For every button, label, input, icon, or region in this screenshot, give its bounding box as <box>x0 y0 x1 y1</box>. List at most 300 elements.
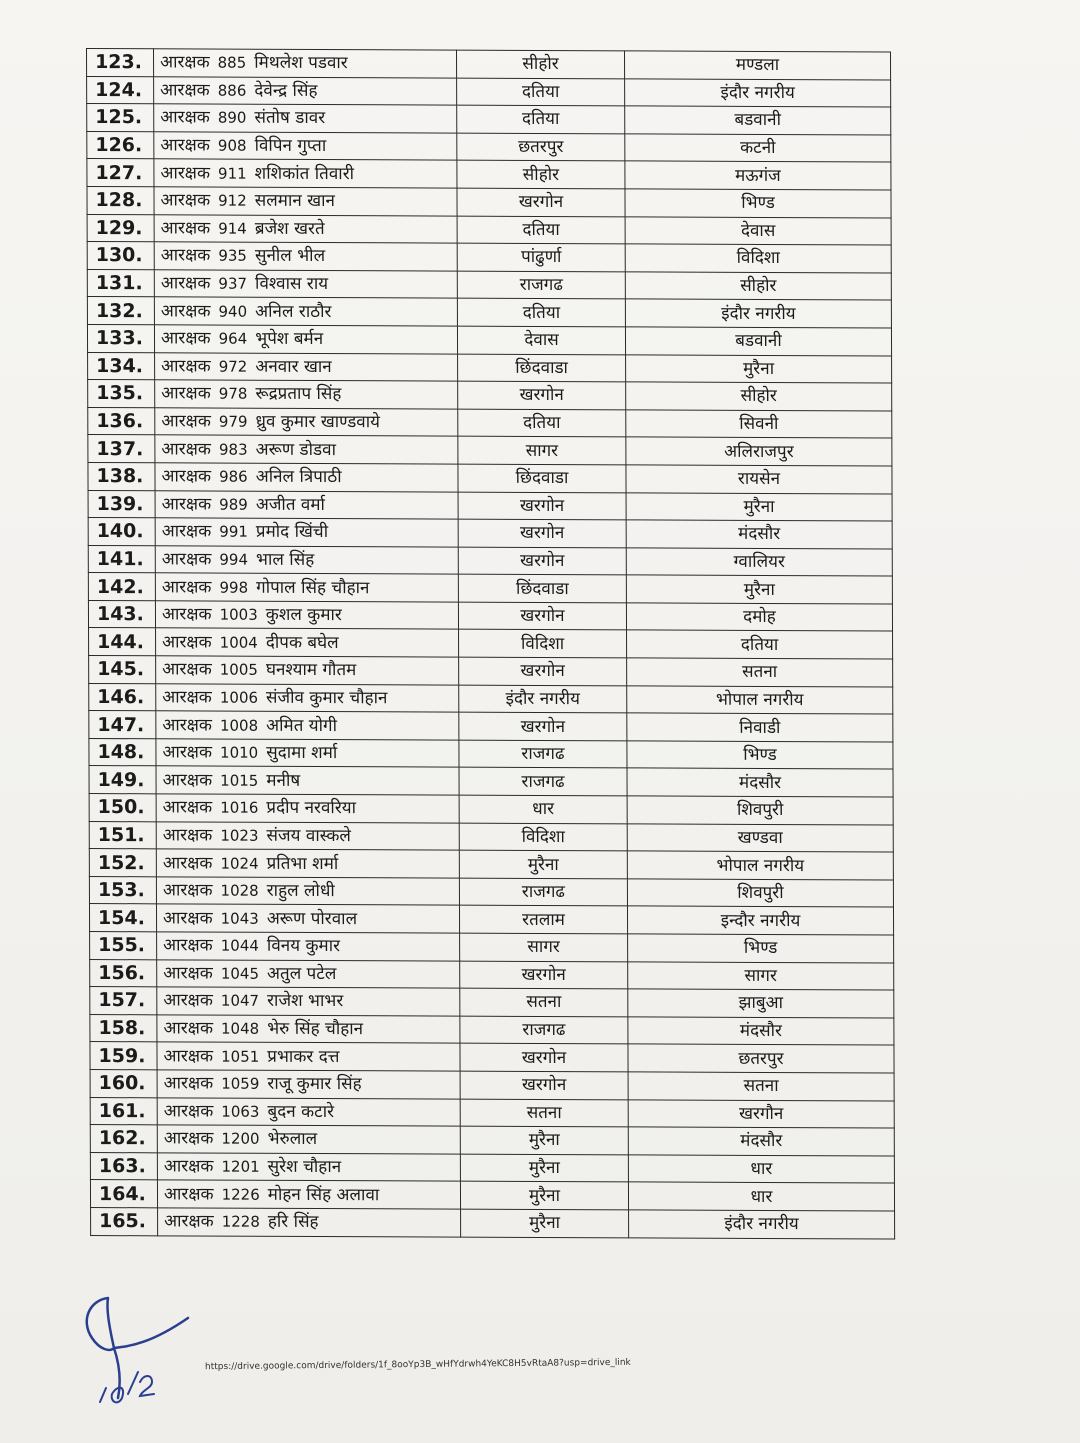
employee-name: अजीत वर्मा <box>255 494 325 515</box>
table-row <box>88 352 892 383</box>
badge-number: 994 <box>219 550 249 569</box>
current-district: खरगोन <box>460 1071 628 1099</box>
table-row <box>88 490 892 521</box>
current-district: दतिया <box>457 105 625 133</box>
employee-name: मोहन सिंह अलावा <box>267 1184 380 1205</box>
transfer-district: बडवानी <box>625 327 891 356</box>
employee-name: राहुल लोधी <box>266 880 335 902</box>
serial-number: 144. <box>89 628 156 656</box>
employee-cell <box>157 1042 460 1071</box>
rank-label: आरक्षक <box>161 356 211 377</box>
badge-number: 1228 <box>221 1212 260 1232</box>
current-district: राजगढ <box>460 1016 628 1044</box>
rank-label: आरक्षक <box>160 218 211 239</box>
current-district: दतिया <box>457 78 625 106</box>
employee-name: मिथलेश पडवार <box>254 53 348 74</box>
employee-name: राजू कुमार सिंह <box>267 1074 362 1095</box>
table-row <box>89 738 893 769</box>
table-row <box>88 407 892 438</box>
current-district: सीहोर <box>457 160 625 188</box>
badge-number: 935 <box>218 247 247 266</box>
employee-cell <box>157 1153 460 1182</box>
badge-number: 983 <box>218 440 248 459</box>
table-row <box>87 76 891 107</box>
badge-number: 914 <box>218 219 247 238</box>
serial-number: 140. <box>88 518 155 546</box>
transfer-district: सतना <box>627 658 893 687</box>
serial-number: 145. <box>89 656 156 684</box>
rank-label: आरक्षक <box>163 935 213 956</box>
current-district: राजगढ <box>459 740 627 768</box>
current-district: देवास <box>457 326 625 354</box>
badge-number: 1200 <box>221 1130 260 1149</box>
table-row <box>87 186 891 217</box>
transfer-district: शिवपुरी <box>627 879 893 908</box>
current-district: सतना <box>460 1099 628 1127</box>
table-row <box>87 159 891 190</box>
rank-label: आरक्षक <box>161 438 212 460</box>
badge-number: 1005 <box>219 660 258 680</box>
current-district: मुरैना <box>460 1181 628 1209</box>
table-row <box>87 214 891 245</box>
current-district: धार <box>459 795 627 823</box>
rank-label: आरक्षक <box>162 852 213 874</box>
employee-cell <box>154 104 457 133</box>
rank-label: आरक्षक <box>163 1073 214 1094</box>
employee-name: रूद्रप्रताप सिंह <box>255 384 342 405</box>
employee-cell <box>157 987 460 1016</box>
serial-number: 146. <box>89 683 156 711</box>
transfer-district: मंदसौर <box>628 1127 894 1156</box>
employee-cell <box>156 821 459 850</box>
badge-number: 1051 <box>221 1047 260 1066</box>
badge-number: 1008 <box>219 716 259 735</box>
employee-name: अमित योगी <box>266 715 338 736</box>
table-row <box>87 104 891 135</box>
transfer-district: सीहोर <box>626 382 892 411</box>
drive-link-text: https://drive.google.com/drive/folders/1f_8ooYp3B_wHfYdrwh4YeKC8H5vRtaA8?usp=drive_link <box>204 1357 631 1373</box>
badge-number: 1045 <box>220 964 260 983</box>
employee-name: अरूण पोरवाल <box>266 908 358 929</box>
table-row <box>91 1207 895 1238</box>
serial-number: 123. <box>87 49 154 77</box>
rank-label: आरक्षक <box>163 1101 214 1122</box>
current-district: सतना <box>460 988 628 1016</box>
rank-label: आरक्षक <box>162 687 212 708</box>
badge-number: 1028 <box>220 881 259 900</box>
transfer-district: शिवपुरी <box>627 796 893 825</box>
serial-number: 161. <box>90 1097 157 1125</box>
employee-name: सुदामा शर्मा <box>266 742 338 764</box>
rank-label: आरक्षक <box>160 162 211 184</box>
badge-number: 998 <box>219 578 249 597</box>
serial-number: 164. <box>90 1180 157 1208</box>
badge-number: 912 <box>218 191 247 210</box>
employee-cell <box>154 242 457 271</box>
current-district: इंदौर नगरीय <box>459 685 627 713</box>
transfer-district: मंदसौर <box>626 520 892 549</box>
transfer-district: मऊगंज <box>625 161 891 190</box>
rank-label: आरक्षक <box>163 1018 214 1039</box>
rank-label: आरक्षक <box>164 1211 214 1232</box>
current-district: खरगोन <box>460 961 628 989</box>
employee-cell <box>155 601 458 630</box>
handwritten-signature <box>70 1290 210 1410</box>
serial-number: 153. <box>89 876 156 904</box>
employee-cell <box>157 1015 460 1044</box>
transfer-district: कटनी <box>625 134 891 163</box>
transfer-district: खरगौन <box>628 1099 894 1128</box>
rank-label: आरक्षक <box>161 383 211 404</box>
table-row <box>89 821 893 852</box>
rank-label: आरक्षक <box>163 1156 214 1177</box>
transfer-district: मुरैना <box>626 492 892 521</box>
rank-label: आरक्षक <box>160 300 211 322</box>
serial-number: 130. <box>87 242 154 270</box>
serial-number: 142. <box>88 573 155 601</box>
rank-label: आरक्षक <box>162 714 212 736</box>
employee-name: प्रतिभा शर्मा <box>266 853 339 874</box>
current-district: खरगोन <box>457 188 625 216</box>
transfer-district: दतिया <box>627 630 893 659</box>
rank-label: आरक्षक <box>160 52 210 73</box>
serial-number: 143. <box>88 600 155 628</box>
employee-cell <box>156 628 459 657</box>
serial-number: 135. <box>88 380 155 408</box>
serial-number: 131. <box>87 269 154 297</box>
employee-cell <box>155 463 458 492</box>
table-row <box>88 545 892 576</box>
badge-number: 1006 <box>219 688 259 707</box>
employee-name: राजेश भाभर <box>267 991 344 1012</box>
badge-number: 964 <box>218 329 248 348</box>
employee-cell <box>156 766 459 795</box>
employee-cell <box>157 1097 460 1126</box>
employee-name: घनश्याम गौतम <box>265 660 357 681</box>
rank-label: आरक्षक <box>162 880 213 901</box>
employee-cell <box>154 270 457 299</box>
employee-name: प्रभाकर दत्त <box>267 1046 340 1067</box>
table-row <box>89 711 893 742</box>
transfer-district: खण्डवा <box>627 823 893 852</box>
employee-cell <box>157 932 460 961</box>
transfer-district: भिण्ड <box>627 741 893 770</box>
rank-label: आरक्षक <box>162 742 213 763</box>
transfer-district: भोपाल नगरीय <box>627 851 893 880</box>
current-district: राजगढ <box>459 878 627 906</box>
table-row <box>87 297 891 328</box>
table-row <box>88 380 892 411</box>
badge-number: 1063 <box>221 1102 260 1121</box>
rank-label: आरक्षक <box>163 1128 214 1150</box>
serial-number: 150. <box>89 794 156 822</box>
transfer-district: विदिशा <box>625 244 891 273</box>
rank-label: आरक्षक <box>163 963 213 984</box>
badge-number: 986 <box>219 467 248 486</box>
employee-name: विश्वास राय <box>255 273 329 295</box>
employee-name: संजय वास्कले <box>266 825 351 847</box>
rank-label: आरक्षक <box>162 825 213 846</box>
table-row <box>90 987 894 1018</box>
serial-number: 156. <box>90 959 157 987</box>
rank-label: आरक्षक <box>160 328 211 349</box>
employee-name: शशिकांत तिवारी <box>254 163 355 184</box>
serial-number: 126. <box>87 131 154 159</box>
employee-name: विपिन गुप्ता <box>254 135 327 157</box>
serial-number: 162. <box>90 1125 157 1153</box>
transfer-district: सतना <box>628 1072 894 1101</box>
current-district: राजगढ <box>459 768 627 796</box>
employee-name: ध्रुव कुमार खाण्डवाये <box>255 411 381 433</box>
current-district: मुरैना <box>460 1154 628 1182</box>
badge-number: 1201 <box>221 1157 260 1176</box>
rank-label: आरक्षक <box>161 521 212 542</box>
transfer-district: मण्डला <box>624 51 890 80</box>
current-district: मुरैना <box>459 850 627 878</box>
table-row <box>90 1069 894 1100</box>
table-row <box>87 269 891 300</box>
employee-cell <box>155 408 458 437</box>
employee-cell <box>155 518 458 547</box>
employee-name: अनिल त्रिपाठी <box>255 466 342 488</box>
current-district: छिंदवाडा <box>458 464 626 492</box>
employee-name: अनवार खान <box>255 356 332 377</box>
rank-label: आरक्षक <box>160 107 210 129</box>
badge-number: 1047 <box>220 992 260 1011</box>
employee-name: अतुल पटेल <box>266 963 337 984</box>
transfer-district: ग्वालियर <box>626 548 892 577</box>
badge-number: 890 <box>217 109 247 128</box>
transfer-district: मुरैना <box>626 354 892 383</box>
table-row <box>90 1042 894 1073</box>
rank-label: आरक्षक <box>161 549 212 570</box>
current-district: छिंदवाडा <box>458 574 626 602</box>
employee-name: भेरुलाल <box>267 1129 318 1150</box>
employee-name: मनीष <box>266 770 301 791</box>
transfer-district: इंदौर नगरीय <box>625 299 891 328</box>
current-district: दतिया <box>457 298 625 326</box>
table-row <box>90 959 894 990</box>
transfer-district: इंदौर नगरीय <box>625 78 891 107</box>
rank-label: आरक्षक <box>163 1183 214 1205</box>
current-district: सागर <box>458 436 626 464</box>
serial-number: 134. <box>88 352 155 380</box>
badge-number: 886 <box>217 81 247 100</box>
current-district: खरगोन <box>458 547 626 575</box>
transfer-district: सीहोर <box>625 272 891 301</box>
employee-name: ब्रजेश खरते <box>254 218 325 239</box>
badge-number: 885 <box>217 53 247 72</box>
employee-name: प्रमोद खिंची <box>255 522 329 543</box>
rank-label: आरक्षक <box>161 576 212 598</box>
employee-cell <box>157 1125 460 1154</box>
serial-number: 133. <box>87 324 154 352</box>
serial-number: 160. <box>90 1069 157 1097</box>
transfer-district: मंदसौर <box>627 768 893 797</box>
serial-number: 165. <box>91 1207 158 1235</box>
serial-number: 138. <box>88 462 155 490</box>
badge-number: 1010 <box>220 743 259 762</box>
serial-number: 152. <box>89 849 156 877</box>
table-row <box>90 1125 894 1156</box>
transfer-district: अलिराजपुर <box>626 437 892 466</box>
employee-cell <box>154 76 457 105</box>
rank-label: आरक्षक <box>161 494 212 515</box>
rank-label: आरक्षक <box>160 80 210 101</box>
transfer-district: रायसेन <box>626 465 892 494</box>
rank-label: आरक्षक <box>160 190 211 211</box>
employee-name: देवेन्द्र सिंह <box>254 80 318 101</box>
table-row <box>90 1014 894 1045</box>
badge-number: 972 <box>218 357 248 376</box>
employee-cell <box>157 1070 460 1099</box>
table-row <box>89 628 893 659</box>
employee-name: अनिल राठौर <box>255 301 332 322</box>
current-district: रतलाम <box>459 906 627 934</box>
transfer-district: बडवानी <box>625 106 891 135</box>
rank-label: आरक्षक <box>160 245 211 266</box>
serial-number: 155. <box>90 932 157 960</box>
rank-label: आरक्षक <box>161 466 212 487</box>
serial-number: 157. <box>90 987 157 1015</box>
transfer-district: भिण्ड <box>628 934 894 963</box>
employee-name: भाल सिंह <box>255 549 315 570</box>
transfer-district: धार <box>628 1155 894 1184</box>
table-row <box>87 242 891 273</box>
badge-number: 1016 <box>220 798 259 818</box>
table-row <box>89 904 893 935</box>
table-row <box>87 324 891 355</box>
table-row <box>88 435 892 466</box>
rank-label: आरक्षक <box>163 908 213 929</box>
transfer-district: निवाडी <box>627 713 893 742</box>
table-row <box>90 1152 894 1183</box>
serial-number: 127. <box>87 159 154 187</box>
transfer-table-body <box>87 49 895 1239</box>
rank-label: आरक्षक <box>160 273 211 294</box>
table-row <box>89 766 893 797</box>
employee-cell <box>156 877 459 906</box>
current-district: खरगोन <box>458 492 626 520</box>
rank-label: आरक्षक <box>163 1046 214 1067</box>
employee-cell <box>156 711 459 740</box>
badge-number: 937 <box>218 274 248 293</box>
serial-number: 151. <box>89 821 156 849</box>
transfer-district: धार <box>628 1182 894 1211</box>
rank-label: आरक्षक <box>161 411 211 432</box>
rank-label: आरक्षक <box>161 604 212 625</box>
transfer-table <box>86 48 895 1239</box>
transfer-district: दमोह <box>626 603 892 632</box>
employee-name: विनय कुमार <box>266 936 341 957</box>
serial-number: 128. <box>87 186 154 214</box>
transfer-district: इंदौर नगरीय <box>629 1210 895 1239</box>
serial-number: 139. <box>88 490 155 518</box>
employee-cell <box>154 214 457 243</box>
badge-number: 1226 <box>221 1185 260 1204</box>
employee-cell <box>157 1180 460 1209</box>
rank-label: आरक्षक <box>162 659 212 680</box>
employee-cell <box>155 490 458 519</box>
employee-name: भेरु सिंह चौहान <box>267 1018 364 1040</box>
current-district: दतिया <box>458 409 626 437</box>
current-district: खरगोन <box>459 657 627 685</box>
badge-number: 1043 <box>220 909 259 928</box>
employee-cell <box>154 325 457 354</box>
current-district: मुरैना <box>460 1126 628 1154</box>
transfer-district: भिण्ड <box>625 189 891 218</box>
employee-name: गोपाल सिंह चौहान <box>256 577 370 598</box>
current-district: छतरपुर <box>457 133 625 161</box>
transfer-district: मंदसौर <box>628 1017 894 1046</box>
employee-cell <box>156 904 459 933</box>
table-row <box>89 656 893 687</box>
employee-name: सुनील भील <box>254 246 326 267</box>
badge-number: 908 <box>217 136 247 155</box>
employee-cell <box>155 352 458 381</box>
table-row <box>89 849 893 880</box>
current-district: राजगढ <box>457 271 625 299</box>
employee-name: प्रदीप नरवरिया <box>266 798 357 819</box>
badge-number: 1059 <box>221 1074 260 1094</box>
serial-number: 159. <box>90 1042 157 1070</box>
transfer-district: सिवनी <box>626 410 892 439</box>
badge-number: 940 <box>218 302 248 321</box>
employee-name: संतोष डावर <box>254 108 326 129</box>
transfer-district: छतरपुर <box>628 1044 894 1073</box>
transfer-table-container <box>86 48 895 1239</box>
badge-number: 1023 <box>220 826 259 845</box>
employee-name: भूपेश बर्मन <box>255 328 324 350</box>
current-district: पांढुर्णा <box>457 243 625 271</box>
table-row <box>88 518 892 549</box>
badge-number: 991 <box>219 522 248 542</box>
employee-name: सलमान खान <box>254 191 335 212</box>
employee-cell <box>156 849 459 878</box>
current-district: विदिशा <box>459 823 627 851</box>
employee-name: कुशल कुमार <box>265 604 342 626</box>
table-row <box>87 131 891 162</box>
current-district: सीहोर <box>456 50 624 78</box>
serial-number: 154. <box>89 904 156 932</box>
badge-number: 1004 <box>219 633 258 652</box>
serial-number: 163. <box>90 1152 157 1180</box>
badge-number: 1024 <box>220 854 259 873</box>
transfer-district: भोपाल नगरीय <box>627 686 893 715</box>
employee-cell <box>156 656 459 685</box>
badge-number: 979 <box>218 412 248 431</box>
serial-number: 136. <box>88 407 155 435</box>
table-row <box>89 876 893 907</box>
table-row <box>88 462 892 493</box>
current-district: खरगोन <box>458 519 626 547</box>
current-district: सागर <box>460 933 628 961</box>
transfer-district: मुरैना <box>626 575 892 604</box>
rank-label: आरक्षक <box>163 990 213 1012</box>
rank-label: आरक्षक <box>162 770 213 791</box>
employee-cell <box>155 435 458 464</box>
current-district: मुरैना <box>461 1209 629 1237</box>
badge-number: 1015 <box>220 771 259 790</box>
employee-cell <box>155 573 458 602</box>
serial-number: 137. <box>88 435 155 463</box>
table-row <box>88 600 892 631</box>
serial-number: 129. <box>87 214 154 242</box>
employee-name: अरूण डोडवा <box>255 439 336 460</box>
badge-number: 1044 <box>220 936 259 956</box>
badge-number: 978 <box>218 385 248 404</box>
badge-number: 1048 <box>220 1019 260 1038</box>
